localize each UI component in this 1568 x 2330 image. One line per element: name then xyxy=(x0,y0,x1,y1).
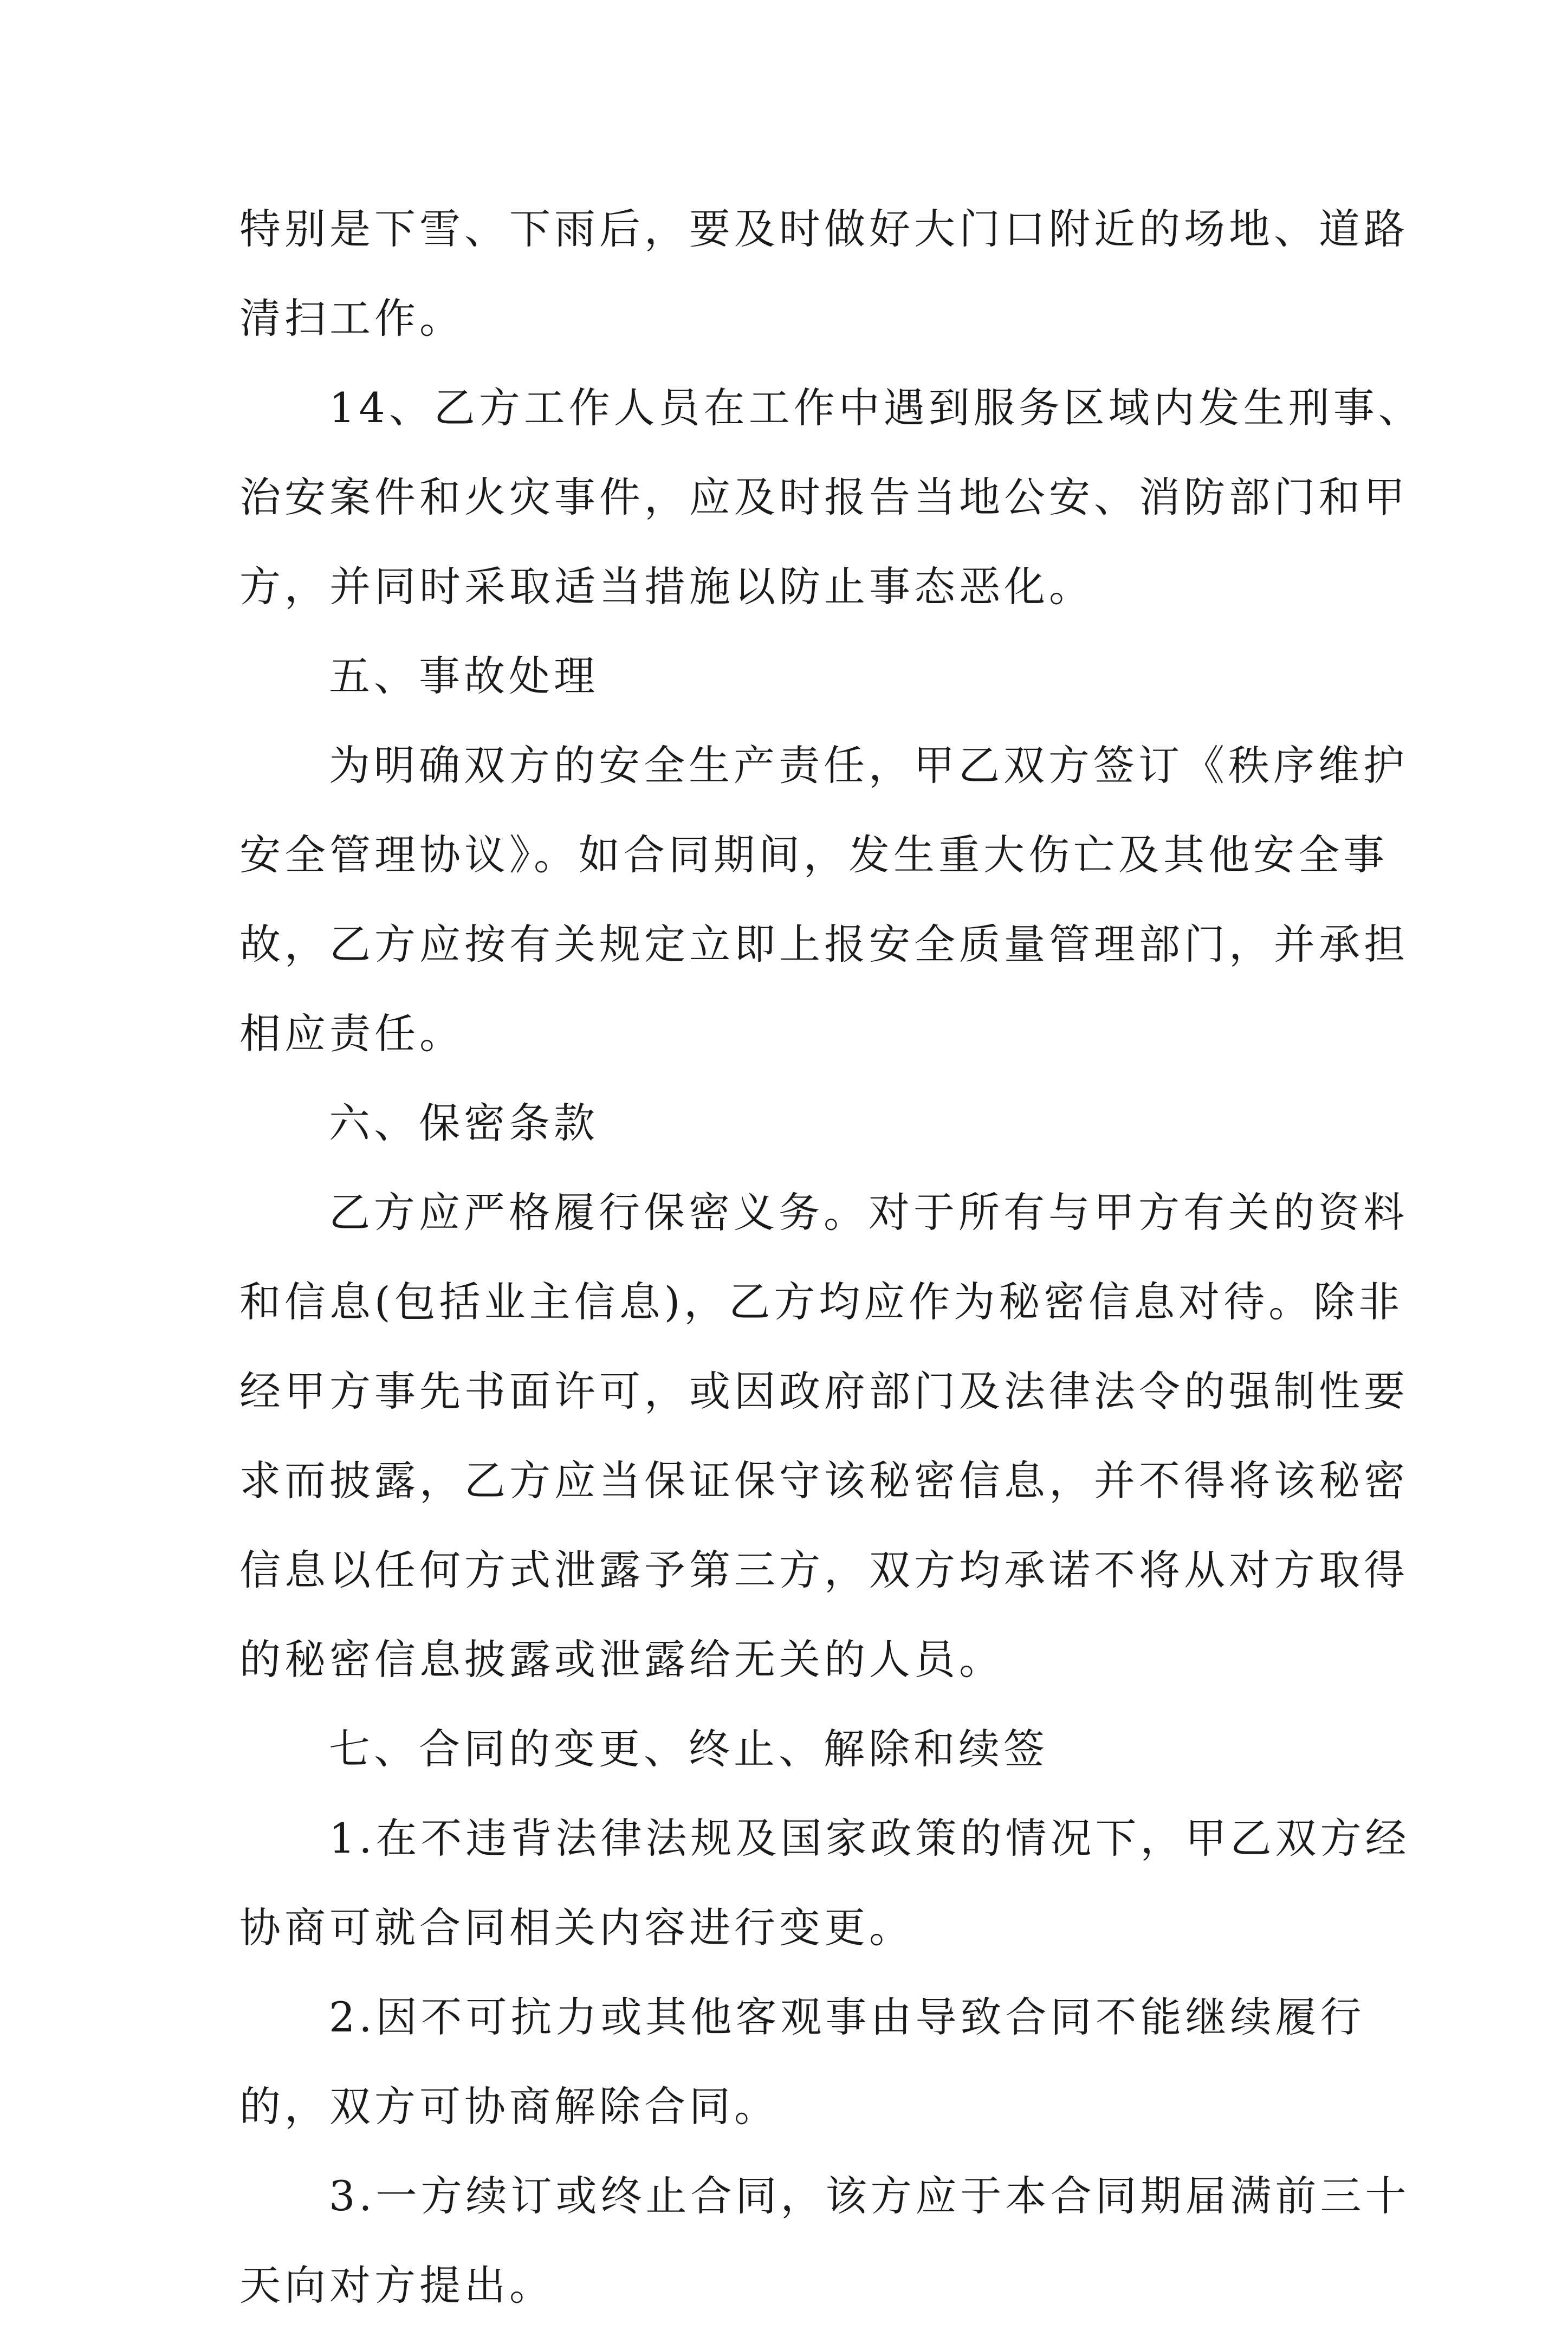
text-line: 14、乙方工作人员在工作中遇到服务区域内发生刑事、 xyxy=(329,384,1423,432)
text-line: 和信息(包括业主信息)，乙方均应作为秘密信息对待。除非 xyxy=(239,1278,1404,1326)
text-line: 信息以任何方式泄露予第三方，双方均承诺不将从对方取得 xyxy=(239,1546,1409,1594)
section-heading: 六、保密条款 xyxy=(329,1099,599,1147)
text-line: 的秘密信息披露或泄露给无关的人员。 xyxy=(239,1635,1004,1684)
document-body xyxy=(239,184,1423,2330)
text-line: 特别是下雪、下雨后，要及时做好大门口附近的场地、道路 xyxy=(239,205,1409,253)
text-line: 方，并同时采取适当措施以防止事态恶化。 xyxy=(239,562,1094,611)
text-line: 清扫工作。 xyxy=(239,294,464,342)
section-heading: 五、事故处理 xyxy=(329,652,599,700)
text-line: 经甲方事先书面许可，或因政府部门及法律法令的强制性要 xyxy=(239,1367,1409,1415)
text-line: 1.在不违背法律法规及国家政策的情况下，甲乙双方经 xyxy=(329,1814,1410,1862)
text-line: 相应责任。 xyxy=(239,1009,464,1058)
text-line: 故，乙方应按有关规定立即上报安全质量管理部门，并承担 xyxy=(239,920,1409,968)
text-line: 的，双方可协商解除合同。 xyxy=(239,2082,779,2131)
text-line: 协商可就合同相关内容进行变更。 xyxy=(239,1904,914,1952)
text-line: 天向对方提出。 xyxy=(239,2261,554,2309)
text-line: 2.因不可抗力或其他客观事由导致合同不能继续履行 xyxy=(329,1993,1365,2041)
text-line: 求而披露，乙方应当保证保守该秘密信息，并不得将该秘密 xyxy=(239,1457,1409,1505)
text-line: 乙方应严格履行保密义务。对于所有与甲方有关的资料 xyxy=(329,1188,1408,1237)
section-heading: 七、合同的变更、终止、解除和续签 xyxy=(329,1725,1048,1773)
text-line: 安全管理协议》。如合同期间，发生重大伤亡及其他安全事 xyxy=(239,831,1388,879)
text-line: 为明确双方的安全生产责任，甲乙双方签订《秩序维护 xyxy=(329,741,1408,789)
text-line: 3.一方续订或终止合同，该方应于本合同期届满前三十 xyxy=(329,2172,1410,2220)
text-line: 治安案件和火灾事件，应及时报告当地公安、消防部门和甲 xyxy=(239,473,1409,521)
